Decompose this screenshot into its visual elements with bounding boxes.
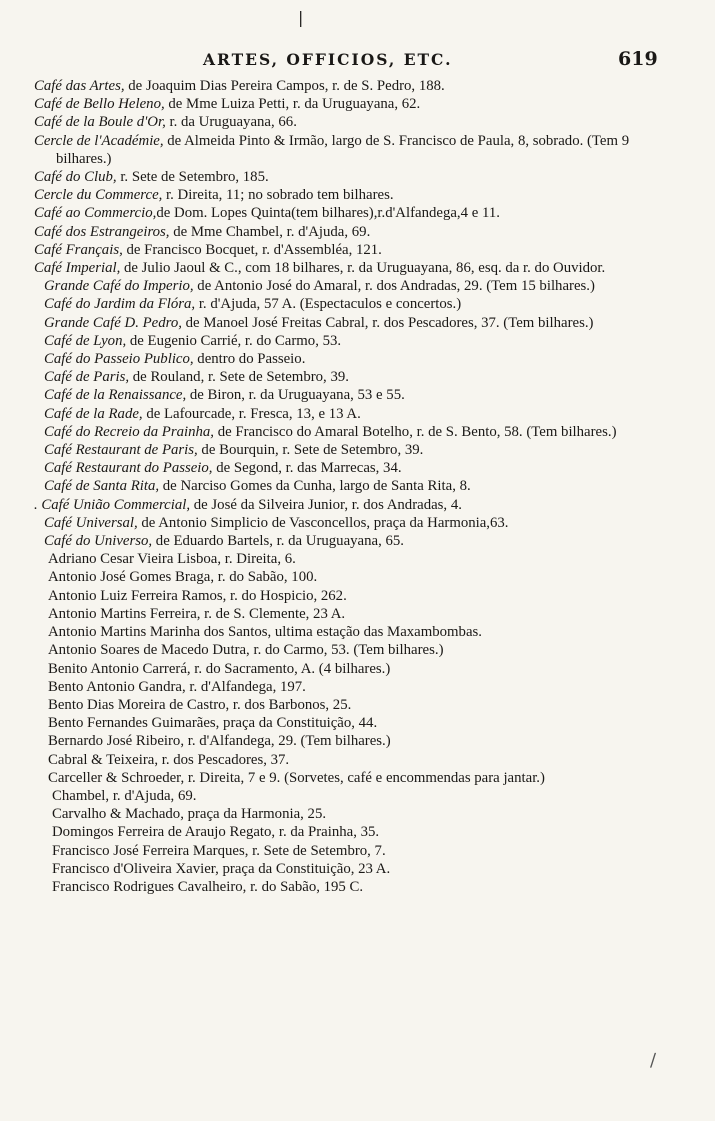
entry-details: Bento Dias Moreira de Castro, r. dos Barbonos, 25. [48,696,352,713]
list-item [34,113,682,131]
list-item [34,186,682,204]
entry-details: Antonio Martins Ferreira, r. de S. Clemente, 23 A. [48,605,346,622]
entry-name: Café do Club, [34,169,117,186]
list-item [34,168,682,186]
list-item [52,842,682,860]
page-number: 619 [618,48,658,70]
section-title: ARTES, OFFICIOS, ETC. [203,50,453,69]
entry-details: Benito Antonio Carrerá, r. do Sacramento, A. (4 bilhares.) [48,660,391,677]
list-item [44,423,682,441]
entry-name: Café do Passeio Publico, [44,351,194,368]
entry-details: de Julio Jaoul & C., com 18 bilhares, r. da Uruguayana, 86, esq. da r. do Ouvidor. [120,260,606,277]
list-item [44,386,682,404]
list-item [48,605,682,623]
list-item [34,223,682,241]
entry-name: Café de la Rade, [44,405,143,422]
entry-name: Café das Artes, [34,78,125,94]
entry-details: Bernardo José Ribeiro, r. d'Alfandega, 29. (Tem bilhares.) [48,733,391,750]
entry-details: Cabral & Teixeira, r. dos Pescadores, 37. [48,751,290,768]
list-item [48,751,682,769]
entry-details: de Francisco do Amaral Botelho, r. de S. Bento, 58. (Tem bilhares.) [214,423,617,440]
list-item [44,459,682,477]
list-item [52,860,682,878]
entry-name: Café dos Estrangeiros, [34,223,170,240]
list-item [52,805,682,823]
entry-name: Café Universal, [44,514,138,531]
list-item [34,132,682,168]
list-item [34,95,682,113]
list-item [48,568,682,586]
entry-details: Bento Fernandes Guimarães, praça da Constituição, 44. [48,715,378,732]
entry-details: Francisco José Ferreira Marques, r. Sete de Setembro, 7. [52,842,386,859]
list-item [44,350,682,368]
list-item [52,787,682,805]
entry-name: Café de la Boule d'Or, [34,114,166,131]
entry-details: Antonio José Gomes Braga, r. do Sabão, 100. [48,569,318,586]
entry-details: r. Sete de Setembro, 185. [116,169,269,186]
entry-details: de Almeida Pinto & Irmão, largo de S. Francisco de Paula, 8, sobrado. (Tem 9 bilhares.) [56,132,630,167]
entry-details: r. Direita, 11; no sobrado tem bilhares. [162,187,394,204]
entry-details: Adriano Cesar Vieira Lisboa, r. Direita, 6. [48,551,296,568]
entry-name: . Café União Commercial, [34,496,191,513]
entry-details: r. d'Ajuda, 57 A. (Espectaculos e concertos.) [195,296,462,313]
entry-details: de Mme Chambel, r. d'Ajuda, 69. [169,223,371,240]
entry-name: Grande Café D. Pedro, [44,314,182,331]
list-item [48,641,682,659]
list-item [44,277,682,295]
entry-name: Café Restaurant de Paris, [44,442,198,459]
entry-name: Café do Universo, [44,533,153,550]
top-mark: | [298,8,304,27]
entry-details: de Eugenio Carrié, r. do Carmo, 53. [126,332,342,349]
list-item [48,769,682,787]
entry-details: Francisco Rodrigues Cavalheiro, r. do Sabão, 195 C. [52,878,364,895]
entry-details: de Manoel José Freitas Cabral, r. dos Pescadores, 37. (Tem bilhares.) [181,314,594,331]
entry-name: Café do Recreio da Prainha, [44,423,214,440]
entry-details: r. da Uruguayana, 66. [165,114,297,131]
directory-list [34,77,682,896]
list-item [48,550,682,568]
entry-name: Café de Lyon, [44,332,127,349]
list-item [48,623,682,641]
list-item [44,314,682,332]
entry-details: de Segond, r. das Marrecas, 34. [212,460,402,477]
list-item [34,496,682,514]
entry-name: Café de la Renaissance, [44,387,187,404]
list-item [48,660,682,678]
list-item [44,405,682,423]
entry-details: de Joaquim Dias Pereira Campos, r. de S. Pedro, 188. [124,78,445,94]
entry-details: Carceller & Schroeder, r. Direita, 7 e 9. (Sorvetes, café e encommendas para jantar.) [48,769,545,786]
entry-details: Antonio Soares de Macedo Dutra, r. do Carmo, 53. (Tem bilhares.) [48,642,444,659]
list-item [44,368,682,386]
entry-name: Café Restaurant do Passeio, [44,460,213,477]
list-item [44,332,682,350]
entry-details: de Francisco Bocquet, r. d'Assembléa, 121. [122,241,382,258]
entry-name: Café de Bello Heleno, [34,96,165,113]
running-header [0,50,715,72]
entry-name: Café Français, [34,241,123,258]
entry-name: Grande Café do Imperio, [44,278,194,295]
list-item [34,241,682,259]
list-item [48,587,682,605]
entry-details: de Rouland, r. Sete de Setembro, 39. [129,369,349,386]
list-item [44,532,682,550]
entry-details: de Antonio José do Amaral, r. dos Andradas, 29. (Tem 15 bilhares.) [193,278,595,295]
entry-name: Café de Santa Rita, [44,478,160,495]
entry-name: Cercle du Commerce, [34,187,163,204]
list-item [52,823,682,841]
entry-name: Café de Paris, [44,369,130,386]
entry-details: de Mme Luiza Petti, r. da Uruguayana, 62. [164,96,421,113]
entry-name: Cercle de l'Académie, [34,132,164,149]
list-item [44,295,682,313]
list-item [48,732,682,750]
entry-details: de Eduardo Bartels, r. da Uruguayana, 65. [152,533,404,550]
entry-details: Bento Antonio Gandra, r. d'Alfandega, 197. [48,678,306,695]
entry-name: Café ao Commercio, [34,205,157,222]
entry-details: Carvalho & Machado, praça da Harmonia, 25. [52,806,327,823]
entry-details: de Biron, r. da Uruguayana, 53 e 55. [186,387,405,404]
list-item [48,714,682,732]
entry-details: de Lafourcade, r. Fresca, 13, e 13 A. [142,405,361,422]
entry-details: de Dom. Lopes Quinta(tem bilhares),r.d'Alfandega,4 e 11. [156,205,500,222]
entry-details: de Bourquin, r. Sete de Setembro, 39. [197,442,424,459]
list-item [34,77,682,95]
list-item [44,514,682,532]
entry-details: de Narciso Gomes da Cunha, largo de Santa Rita, 8. [159,478,471,495]
list-item [48,678,682,696]
list-item [34,204,682,222]
list-item [44,441,682,459]
entry-details: Antonio Martins Marinha dos Santos, ultima estação das Maxambombas. [48,624,482,641]
margin-pencil-mark: ∕ [650,1050,657,1071]
entry-details: de Antonio Simplicio de Vasconcellos, praça da Harmonia,63. [137,514,509,531]
entry-name: Café Imperial, [34,260,121,277]
entry-details: dentro do Passeio. [193,351,306,368]
entry-details: de José da Silveira Junior, r. dos Andradas, 4. [190,496,462,513]
list-item [52,878,682,896]
entry-details: Francisco d'Oliveira Xavier, praça da Constituição, 23 A. [52,860,391,877]
entry-name: Café do Jardim da Flóra, [44,296,196,313]
entry-details: Domingos Ferreira de Araujo Regato, r. da Prainha, 35. [52,824,380,841]
list-item [44,477,682,495]
entry-details: Chambel, r. d'Ajuda, 69. [52,787,197,804]
entry-details: Antonio Luiz Ferreira Ramos, r. do Hospicio, 262. [48,587,347,604]
list-item [48,696,682,714]
list-item [34,259,682,277]
